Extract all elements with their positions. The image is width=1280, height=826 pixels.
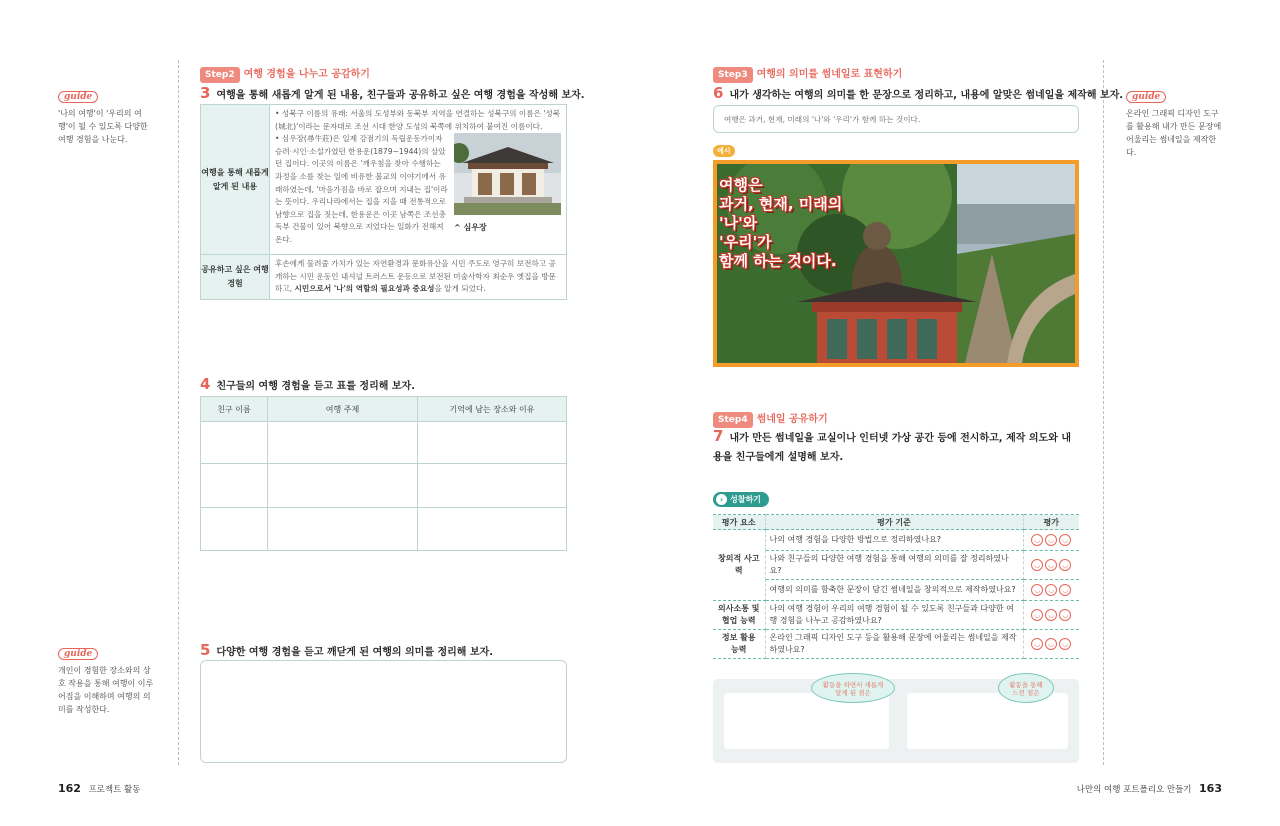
table-row: [713, 580, 1079, 601]
step3-title: 여행의 의미를 썸네일로 표현하기: [756, 69, 903, 80]
thumbnail-text: [719, 176, 842, 271]
photo-block: [454, 133, 561, 246]
reflection-table: [713, 514, 1079, 659]
left-margin-rule: [178, 60, 179, 765]
photo-caption: ^ 심우장: [454, 222, 487, 232]
question-number: 6: [713, 84, 724, 102]
question-number: 4: [200, 375, 211, 393]
table-row: [713, 601, 1079, 630]
step2-header: [200, 62, 370, 83]
face-icon[interactable]: ◡: [1045, 534, 1057, 546]
row2-text-a: 후손에게 물려줄 가치가 있는 자연환경과 문화유산을 시민 주도로 영구히 보전하고 공개하는 시민 운동인 내셔널 트러스트 운동으로 보전된 미술사학자 최순우 옛집을 방문하고,: [275, 259, 556, 294]
step3-header: [713, 62, 902, 83]
criteria-3: 여행의 의미를 함축한 문장이 담긴 썸네일을 창의적으로 제작하였나요?: [765, 580, 1023, 601]
question-4: [200, 374, 415, 393]
row2-header: 공유하고 싶은 여행 경험: [201, 255, 270, 300]
input-cell[interactable]: [268, 422, 418, 464]
footer-label: 나만의 여행 포트폴리오 만들기: [1076, 785, 1192, 795]
guide-1: [58, 84, 156, 146]
step3-badge: Step3: [713, 67, 753, 83]
face-icon[interactable]: ◡: [1031, 638, 1043, 650]
question-5: [200, 640, 493, 659]
criteria-2: 나와 친구들의 다양한 여행 경험을 통해 여행의 의미를 잘 정리하였나요?: [765, 551, 1023, 580]
question-7: [713, 428, 1079, 466]
q5-answer-box[interactable]: [200, 660, 567, 763]
step4-badge: Step4: [713, 412, 753, 428]
question-text: 내가 생각하는 여행의 의미를 한 문장으로 정리하고, 내용에 알맞은 썸네일을 제작해 보자.: [729, 90, 1124, 101]
rating-cell[interactable]: [1023, 530, 1079, 551]
table-row: [201, 422, 567, 464]
col-header-place: 기억에 남는 장소와 이유: [418, 397, 567, 422]
left-footer: [58, 782, 140, 795]
thumbnail-line: 여행은: [719, 176, 763, 194]
question-number: 3: [200, 84, 211, 102]
guide-2: [58, 641, 156, 716]
q3-table: [200, 104, 567, 300]
guide-text: 온라인 그래픽 디자인 도구를 활용해 내가 만든 문장에 어울리는 썸네일을 제작한다.: [1126, 109, 1222, 157]
row1-para2-wrap: [275, 133, 561, 246]
input-cell[interactable]: [201, 422, 268, 464]
thumbnail-example: [713, 160, 1079, 367]
table-header-row: [713, 515, 1079, 530]
face-icon[interactable]: ◡: [1031, 584, 1043, 596]
face-icon[interactable]: ◡: [1059, 638, 1071, 650]
thumbnail-line: 함께 하는 것이다.: [719, 252, 837, 270]
criteria-1: 나의 여행 경험을 다양한 방법으로 정리하였나요?: [765, 530, 1023, 551]
col-header-element: 평가 요소: [713, 515, 765, 530]
face-icon[interactable]: ◡: [1045, 609, 1057, 621]
table-row: [201, 105, 567, 255]
table-row: [201, 255, 567, 300]
table-header-row: [201, 397, 567, 422]
thumbnail-line: 과거, 현재, 미래의: [719, 195, 843, 213]
q4-table: [200, 396, 567, 551]
page-number: 162: [58, 782, 81, 795]
reflection-badge-label: 성찰하기: [730, 495, 761, 504]
input-cell[interactable]: [201, 464, 268, 508]
guide-badge: guide: [1126, 91, 1166, 103]
criteria-4: 나의 여행 경험이 우리의 여행 경험이 될 수 있도록 친구들과 다양한 여행 경험을 나누고 공감하였나요?: [765, 601, 1023, 630]
category-communication: 의사소통 및 협업 능력: [713, 601, 765, 630]
simujang-photo: [454, 133, 561, 215]
q6-answer-box[interactable]: 여행은 과거, 현재, 미래의 '나'와 '우리'가 함께 하는 것이다.: [713, 105, 1079, 133]
input-cell[interactable]: [418, 422, 567, 464]
row1-para2: • 심우장(尋牛莊)은 일제 강점기의 독립운동가이자 승려·시인·소설가였던 한용운(1879~1944)의 살았던 집이다. 이곳의 이름은 '깨우침을 찾아 수행하는 과정을 소를 찾는 일에 비유한 불교의 이야기에서 유래하였는데, '마음가짐을 바로 잡으며 지내는 집'이라는 뜻이다. 우리나라에서는 집을 지을 때 전통적으로 남향으로 집을 짓는데, 한용운은 이곳 남쪽은 조선총독부 건물이 있어 북향으로 지었다는 일화가 전해져 온다.: [275, 134, 448, 244]
input-cell[interactable]: [201, 508, 268, 551]
face-icon[interactable]: ◡: [1045, 638, 1057, 650]
footer-label: 프로젝트 활동: [88, 785, 141, 795]
face-icon[interactable]: ◡: [1031, 609, 1043, 621]
notes-bubble-left: 활동을 하면서 새롭게 알게 된 점은: [811, 673, 895, 703]
thumbnail-line: '나'와: [719, 214, 758, 232]
question-number: 7: [713, 427, 724, 445]
face-icon[interactable]: ◡: [1031, 534, 1043, 546]
page-number: 163: [1199, 782, 1222, 795]
question-text: 친구들의 여행 경험을 듣고 표를 정리해 보자.: [216, 381, 416, 392]
question-number: 5: [200, 641, 211, 659]
face-icon[interactable]: ◡: [1045, 559, 1057, 571]
face-icon[interactable]: ◡: [1059, 559, 1071, 571]
arrow-right-icon: ›: [716, 494, 727, 505]
thumbnail-line: '우리'가: [719, 233, 772, 251]
row2-text-b: 시민으로서 '나'의 역할의 필요성과 중요성: [294, 284, 435, 294]
col-header-theme: 여행 주제: [268, 397, 418, 422]
face-icon[interactable]: ◡: [1031, 559, 1043, 571]
rating-cell[interactable]: [1023, 580, 1079, 601]
face-icon[interactable]: ◡: [1059, 609, 1071, 621]
question-6: [713, 83, 1123, 102]
right-footer: [1060, 782, 1222, 795]
table-row: [713, 551, 1079, 580]
guide-3: [1126, 84, 1226, 159]
face-icon[interactable]: ◡: [1045, 584, 1057, 596]
notes-bubble-right: 활동을 통해 느낀 점은: [998, 673, 1054, 703]
category-creative: 창의적 사고력: [713, 530, 765, 601]
step2-title: 여행 경험을 나누고 공감하기: [243, 69, 370, 80]
rating-cell[interactable]: [1023, 630, 1079, 659]
notes-box-right[interactable]: [907, 693, 1068, 749]
guide-text: '나의 여행'이 '우리의 여행'이 될 수 있도록 다양한 여행 경험을 나눈다.: [58, 109, 148, 144]
col-header-name: 친구 이름: [201, 397, 268, 422]
question-text: 내가 만든 썸네일을 교실이나 인터넷 가상 공간 등에 전시하고, 제작 의도와 내용을 친구들에게 설명해 보자.: [713, 433, 1071, 463]
rating-cell[interactable]: [1023, 551, 1079, 580]
input-cell[interactable]: [418, 464, 567, 508]
step4-title: 썸네일 공유하기: [756, 414, 828, 425]
row1-para1: • 성북구 이름의 유래: 서울의 도성부와 동북부 지역을 연결하는 성북구의 이름은 '성북(城北)'이라는 문자대로 조선 시대 한양 도성의 북쪽에 위치하여 붙여진 이름이다.: [275, 109, 561, 131]
row1-header: 여행을 통해 새롭게 알게 된 내용: [201, 105, 270, 255]
notes-panel: [713, 679, 1079, 763]
guide-badge: guide: [58, 91, 98, 103]
question-text: 여행을 통해 새롭게 알게 된 내용, 친구들과 공유하고 싶은 여행 경험을 작성해 보자.: [216, 90, 585, 101]
row2-content: [270, 255, 567, 300]
rating-cell[interactable]: [1023, 601, 1079, 630]
face-icon[interactable]: ◡: [1059, 584, 1071, 596]
question-text: 다양한 여행 경험을 듣고 깨닫게 된 여행의 의미를 정리해 보자.: [216, 647, 494, 658]
guide-text: 개인이 경험한 장소와의 상호 작용을 통해 여행이 이루어짐을 이해하며 여행의 의미를 작성한다.: [58, 666, 154, 714]
face-icon[interactable]: ◡: [1059, 534, 1071, 546]
input-cell[interactable]: [418, 508, 567, 551]
right-margin-rule: [1103, 60, 1104, 765]
criteria-5: 온라인 그래픽 디자인 도구 등을 활용해 문장에 어울리는 썸네일을 제작하였나요?: [765, 630, 1023, 659]
input-cell[interactable]: [268, 508, 418, 551]
input-cell[interactable]: [268, 464, 418, 508]
table-row: [201, 508, 567, 551]
category-information: 정보 활용 능력: [713, 630, 765, 659]
step2-badge: Step2: [200, 67, 240, 83]
table-row: [201, 464, 567, 508]
table-row: [713, 530, 1079, 551]
table-row: [713, 630, 1079, 659]
col-header-criteria: 평가 기준: [765, 515, 1023, 530]
question-3: [200, 83, 585, 102]
example-badge: 예시: [713, 145, 735, 157]
row1-content: [270, 105, 567, 255]
col-header-rating: 평가: [1023, 515, 1079, 530]
reflection-badge: [713, 492, 769, 507]
step4-header: [713, 407, 828, 428]
guide-badge: guide: [58, 648, 98, 660]
row2-text-c: 을 알게 되었다.: [434, 284, 486, 294]
